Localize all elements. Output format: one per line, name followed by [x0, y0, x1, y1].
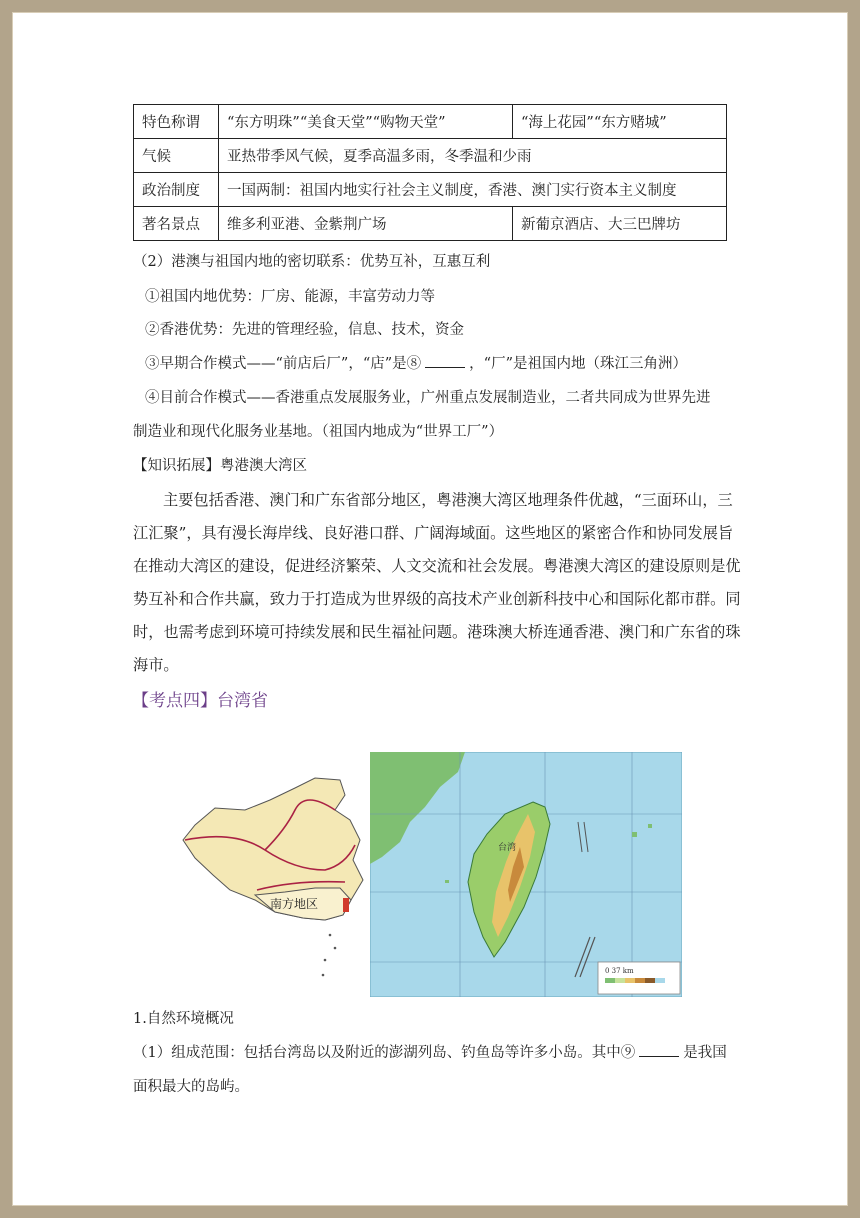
section2-title: （2）港澳与祖国内地的密切联系：优势互补，互惠互利 — [133, 254, 491, 270]
island-dot — [324, 959, 327, 962]
south-region-label: 南方地区 — [270, 897, 319, 911]
table-header-cell: 特色称谓 — [134, 105, 219, 139]
answer-blank-8[interactable] — [425, 353, 465, 368]
section2-item4-line1: ④目前合作模式——香港重点发展服务业，广州重点发展制造业，二者共同成为世界先进 — [145, 390, 711, 406]
extension-line: 江汇聚”，具有漫长海岸线、良好港口群、广阔海域面。这些地区的紧密合作和协同发展旨 — [133, 524, 734, 542]
table-row — [134, 173, 727, 207]
scale-label: 0 37 km — [605, 967, 634, 975]
natural-line2: 面积最大的岛屿。 — [133, 1079, 249, 1095]
island-dot — [334, 947, 337, 950]
item3-text-a: ③早期合作模式——“前店后厂”，“店”是⑧ — [145, 356, 422, 372]
legend-swatch — [655, 978, 665, 983]
outer-island — [632, 832, 637, 837]
item3-text-b: ，“厂”是祖国内地（珠江三角洲） — [469, 356, 687, 372]
table-row — [134, 105, 727, 139]
taiwan-map — [370, 752, 682, 997]
legend-swatch — [615, 978, 625, 983]
answer-blank-9[interactable] — [639, 1042, 679, 1057]
table-row — [134, 207, 727, 241]
table-header-cell: 气候 — [134, 139, 219, 173]
legend-swatch — [635, 978, 645, 983]
taiwan-map-label: 台湾 — [498, 843, 517, 853]
table-row — [134, 139, 727, 173]
outer-island — [445, 880, 449, 883]
section2-item4-line2: 制造业和现代化服务业基地。（祖国内地成为“世界工厂”） — [133, 424, 504, 440]
kaodian4-heading: 【考点四】台湾省 — [132, 691, 268, 711]
table-header-cell: 政治制度 — [134, 173, 219, 207]
table-cell: 新葡京酒店、大三巴牌坊 — [513, 207, 727, 241]
island-dot — [329, 934, 332, 937]
legend-swatch — [625, 978, 635, 983]
extension-line: 在推动大湾区的建设，促进经济繁荣、人文交流和社会发展。粤港澳大湾区的建设原则是优 — [133, 557, 741, 575]
section2-item2: ②香港优势：先进的管理经验，信息、技术，资金 — [145, 322, 464, 338]
outer-island — [648, 824, 652, 828]
island-dot — [322, 974, 325, 977]
table-cell: 亚热带季风气候，夏季高温多雨，冬季温和少雨 — [219, 139, 727, 173]
extension-line: 时，也需考虑到环境可持续发展和民生福祉问题。港珠澳大桥连通香港、澳门和广东省的珠 — [133, 623, 741, 641]
table-cell: “海上花园”“东方赌城” — [513, 105, 727, 139]
section2-item3 — [145, 352, 687, 373]
china-map — [175, 770, 375, 1000]
natural-line1-a: （1）组成范围：包括台湾岛以及附近的澎湖列岛、钓鱼岛等许多小岛。其中⑨ — [133, 1045, 636, 1061]
table-cell: 一国两制：祖国内地实行社会主义制度，香港、澳门实行资本主义制度 — [219, 173, 727, 207]
extension-line: 主要包括香港、澳门和广东省部分地区，粤港澳大湾区地理条件优越，“三面环山，三 — [163, 491, 733, 509]
taiwan-highlight — [343, 898, 349, 912]
hk-macau-comparison-table — [133, 104, 727, 241]
natural-line1 — [133, 1041, 727, 1062]
legend-swatch — [605, 978, 615, 983]
table-header-cell: 著名景点 — [134, 207, 219, 241]
extension-title: 【知识拓展】粤港澳大湾区 — [133, 458, 307, 474]
table-cell: “东方明珠”“美食天堂”“购物天堂” — [219, 105, 513, 139]
extension-line: 海市。 — [133, 656, 179, 674]
table-cell: 维多利亚港、金紫荆广场 — [219, 207, 513, 241]
legend-swatch — [645, 978, 655, 983]
section2-item1: ①祖国内地优势：厂房、能源，丰富劳动力等 — [145, 289, 435, 305]
natural-line1-b: 是我国 — [683, 1045, 727, 1061]
natural-title: 1.自然环境概况 — [133, 1011, 234, 1027]
extension-line: 势互补和合作共赢，致力于打造成为世界级的高技术产业创新科技中心和国际化都市群。同 — [133, 590, 741, 608]
